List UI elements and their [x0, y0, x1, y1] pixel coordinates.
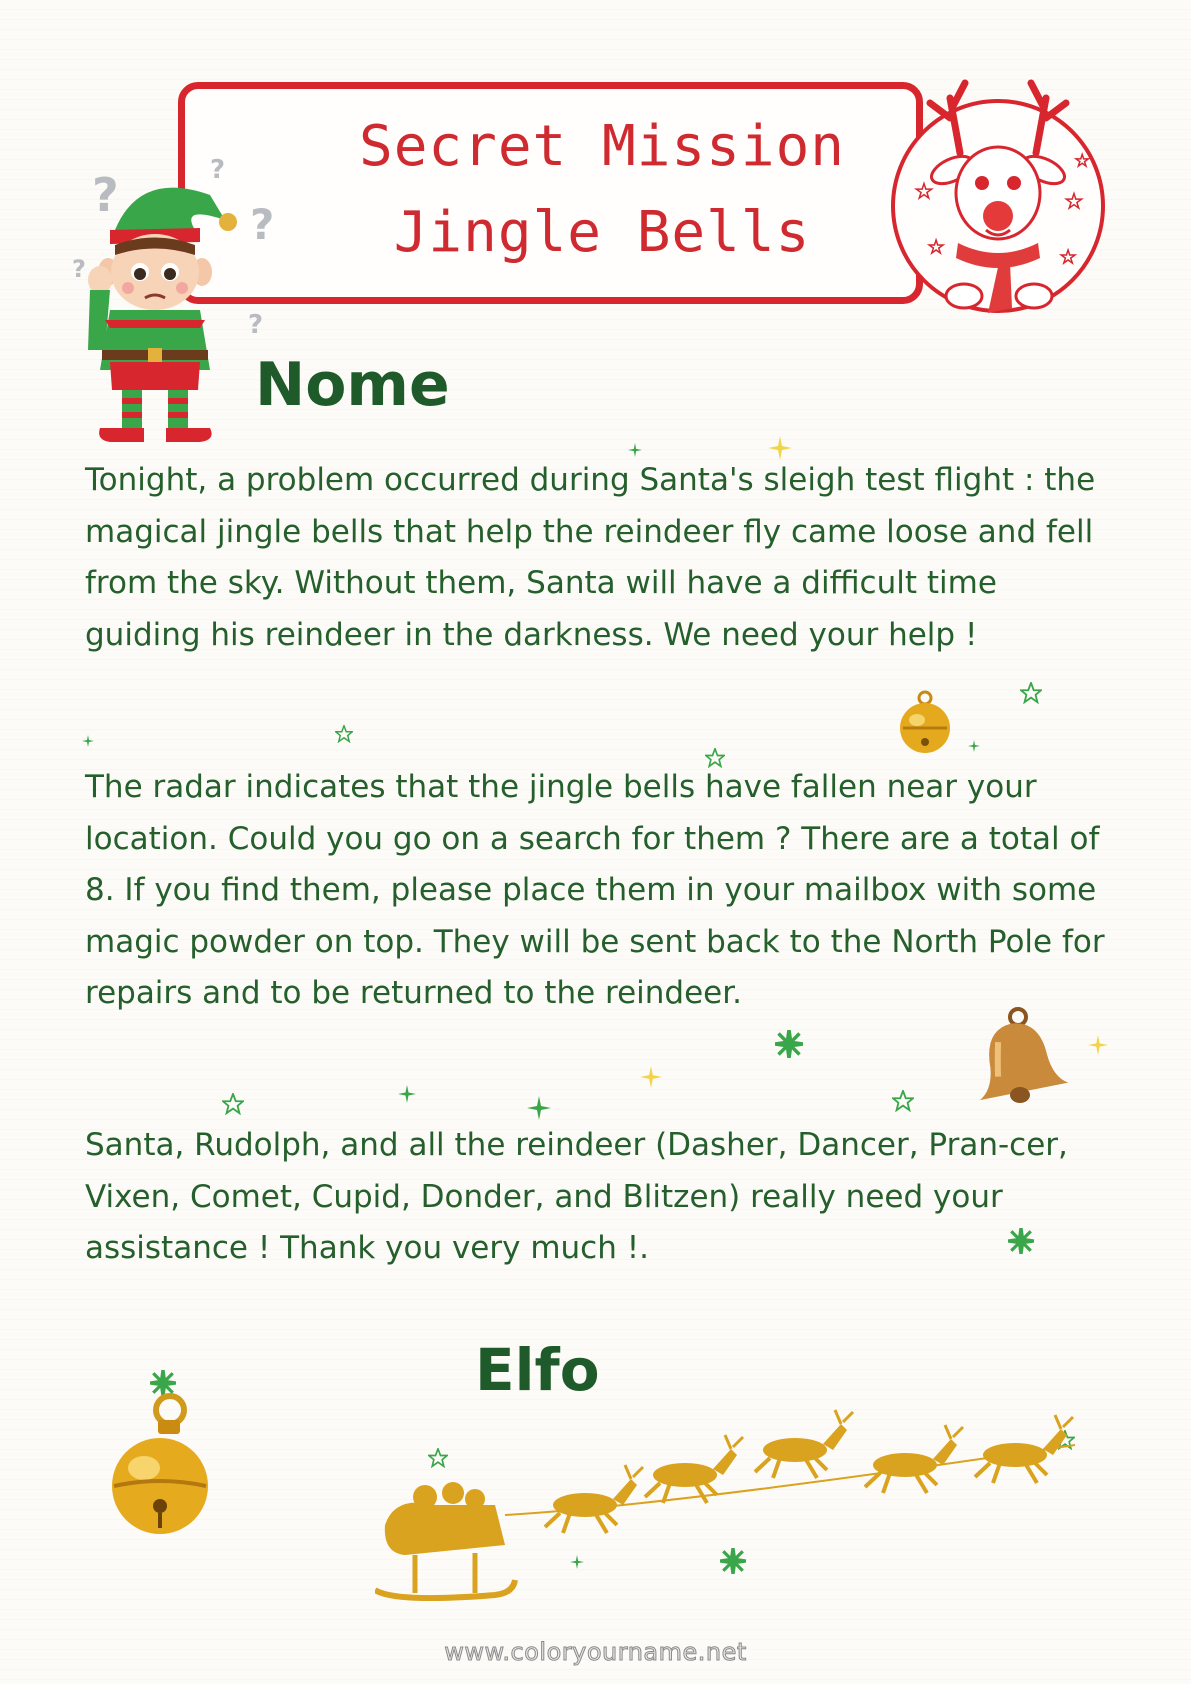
svg-text:★: ★ [1060, 247, 1077, 268]
star-icon [768, 436, 792, 460]
star-icon [892, 1090, 914, 1112]
svg-text:★: ★ [1075, 151, 1090, 170]
star-icon [335, 725, 353, 743]
star-icon [1008, 1228, 1034, 1254]
question-mark: ? [248, 310, 264, 340]
question-mark: ? [250, 200, 275, 249]
star-icon [640, 1066, 662, 1088]
star-icon [398, 1085, 416, 1103]
paragraph-closing: Santa, Rudolph, and all the reindeer (Dasher, Dancer, Pran-cer, Vixen, Comet, Cupid, Donder, and Blitzen) really need your assistance ! Thank you very much !. [85, 1127, 1068, 1266]
star-icon [82, 735, 94, 747]
jingle-bell-icon [108, 1388, 213, 1538]
sleigh-with-reindeer [375, 1405, 1105, 1610]
star-icon [628, 443, 642, 457]
reindeer-badge [880, 58, 1120, 333]
footer-website: www.coloryourname.net [444, 1638, 747, 1666]
title-line-2: Jingle Bells [393, 200, 811, 265]
bell-icon [895, 690, 955, 754]
signature: Elfo [475, 1336, 600, 1404]
star-icon [968, 740, 980, 752]
star-icon [775, 1030, 803, 1058]
recipient-name: Nome [255, 350, 450, 420]
star-icon [527, 1096, 551, 1120]
star-icon [1020, 682, 1042, 704]
star-icon [705, 748, 725, 768]
svg-text:★: ★ [1065, 189, 1083, 213]
question-mark: ? [72, 255, 86, 283]
star-icon [1088, 1035, 1108, 1055]
star-icon [222, 1093, 244, 1115]
question-mark: ? [210, 155, 226, 185]
paragraph-intro: Tonight, a problem occurred during Santa's sleigh test flight : the magical jingle bells that help the reindeer fly came loose and fell from the sky. Without them, Santa will have a difficult time guiding his reindeer in the darkness. We need your help ! [85, 462, 1096, 653]
elf-illustration [60, 150, 250, 450]
paragraph-instructions: The radar indicates that the jingle bells have fallen near your location. Could you go on a search for them ? There are a total of 8. If you find them, please place them in your mailbox with some magic powder on top. They will be sent back to the North Pole for repairs and to be returned to the reindeer. [85, 769, 1105, 1011]
title-line-1: Secret Mission [358, 114, 845, 179]
bell-icon [968, 1003, 1078, 1113]
svg-text:★: ★ [915, 179, 933, 203]
svg-text:★: ★ [928, 237, 945, 258]
question-mark: ? [92, 168, 119, 222]
